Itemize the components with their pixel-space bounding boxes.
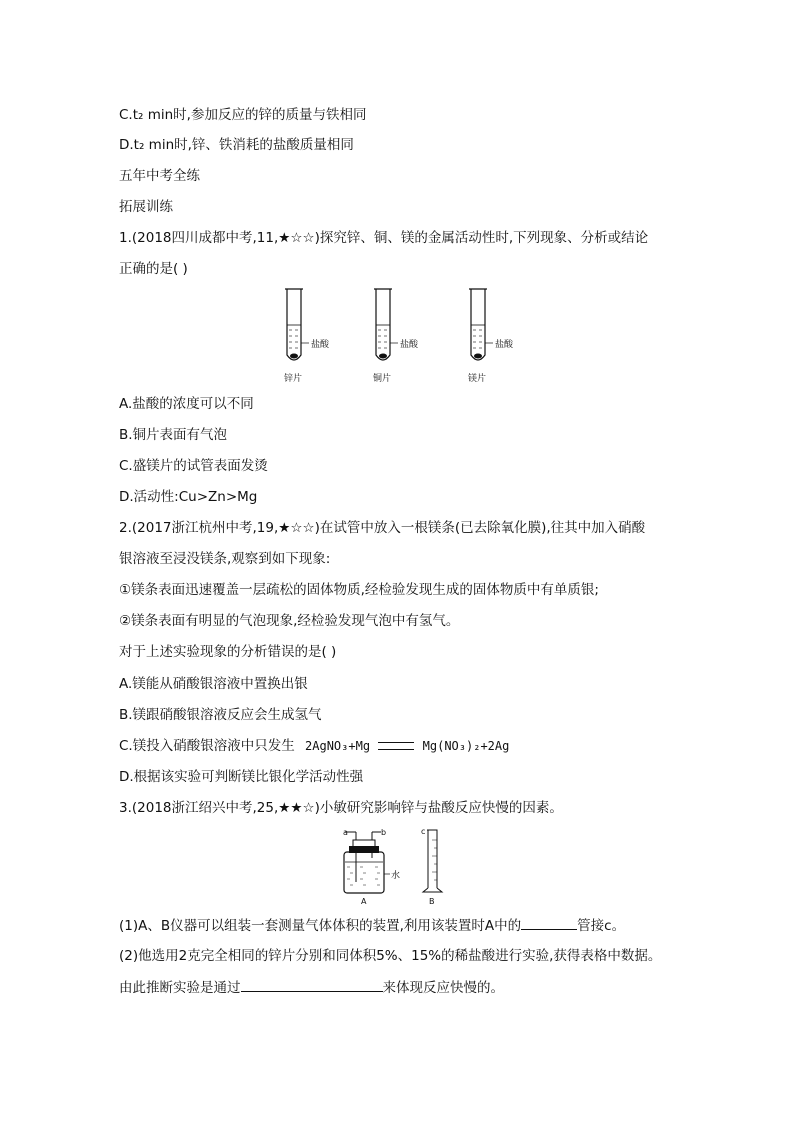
tube-2-liquid-label: 盐酸 — [400, 340, 419, 350]
gas-volume-apparatus-diagram — [337, 826, 467, 906]
answer-blank-2[interactable] — [241, 978, 383, 992]
q2-option-a: A.镁能从硝酸银溶液中置换出银 — [119, 676, 308, 692]
subsection-title: 拓展训练 — [119, 199, 173, 215]
apparatus-a-bottle — [344, 832, 390, 893]
q3-part1-after: 管接c。 — [577, 918, 626, 934]
q1-stem-line2: 正确的是( ) — [119, 261, 188, 277]
q2-option-c-prefix: C.镁投入硝酸银溶液中只发生 — [119, 738, 295, 754]
q2-option-b: B.镁跟硝酸银溶液反应会生成氢气 — [119, 707, 322, 723]
q3-part1-before: (1)A、B仪器可以组装一套测量气体体积的装置,利用该装置时A中的 — [119, 918, 522, 934]
q3-figure — [337, 826, 467, 906]
q1-option-c: C.盛镁片的试管表面发烫 — [119, 458, 268, 474]
tube-a-label: a — [343, 828, 348, 837]
q2-option-d: D.根据该实验可判断镁比银化学活动性强 — [119, 769, 364, 785]
q2-question: 对于上述实验现象的分析错误的是( ) — [119, 644, 337, 660]
q1-option-b: B.铜片表面有气泡 — [119, 427, 228, 443]
q1-option-d: D.活动性:Cu>Zn>Mg — [119, 489, 258, 505]
test-tube-3 — [469, 289, 493, 360]
apparatus-b-label: B — [429, 897, 435, 906]
tube-2-metal-label: 铜片 — [373, 374, 392, 384]
q3-part3-before: 由此推断实验是通过 — [119, 980, 241, 996]
q1-option-a: A.盐酸的浓度可以不同 — [119, 396, 254, 412]
apparatus-b-cylinder — [423, 830, 442, 892]
apparatus-a-label: A — [361, 897, 367, 906]
q2-observation-1: ①镁条表面迅速覆盖一层疏松的固体物质,经检验发现生成的固体物质中有单质银; — [119, 582, 599, 598]
test-tube-2 — [374, 289, 398, 360]
q3-part3 — [119, 978, 504, 997]
tube-c-label: c — [421, 827, 426, 836]
q2-stem-line1: 2.(2017浙江杭州中考,19,★☆☆)在试管中放入一根镁条(已去除氧化膜),往其中加入硝酸 — [119, 520, 646, 536]
q3-stem: 3.(2018浙江绍兴中考,25,★★☆)小敏研究影响锌与盐酸反应快慢的因素。 — [119, 800, 563, 816]
option-d-prev: D.t₂ min时,锌、铁消耗的盐酸质量相同 — [119, 137, 354, 153]
tube-1-liquid-label: 盐酸 — [311, 340, 330, 350]
q2-observation-2: ②镁条表面有明显的气泡现象,经检验发现气泡中有氢气。 — [119, 613, 460, 629]
q3-part2: (2)他选用2克完全相同的锌片分别和同体积5%、15%的稀盐酸进行实验,获得表格中数据。 — [119, 948, 662, 964]
equation-left: 2AgNO₃+Mg — [305, 739, 371, 753]
tube-3-metal-label: 镁片 — [468, 374, 487, 384]
test-tubes-diagram — [270, 283, 530, 385]
equation-equals-sign — [378, 742, 414, 750]
tube-1-metal-label: 锌片 — [284, 374, 303, 384]
q2-stem-line2: 银溶液至浸没镁条,观察到如下现象: — [119, 551, 331, 567]
test-tube-1 — [285, 289, 309, 360]
option-c-prev: C.t₂ min时,参加反应的锌的质量与铁相同 — [119, 107, 367, 123]
water-label: 水 — [391, 871, 401, 881]
equation-right: Mg(NO₃)₂+2Ag — [422, 739, 510, 753]
q1-figure — [270, 283, 530, 385]
q3-part1 — [119, 916, 625, 935]
q2-option-c — [119, 737, 509, 755]
q1-stem-line1: 1.(2018四川成都中考,11,★☆☆)探究锌、铜、镁的金属活动性时,下列现象、分析或结论 — [119, 230, 649, 246]
tube-3-liquid-label: 盐酸 — [495, 340, 514, 350]
q3-part3-after: 来体现反应快慢的。 — [382, 980, 504, 996]
tube-b-label: b — [381, 828, 387, 837]
section-title: 五年中考全练 — [119, 168, 200, 184]
answer-blank-1[interactable] — [521, 916, 577, 930]
